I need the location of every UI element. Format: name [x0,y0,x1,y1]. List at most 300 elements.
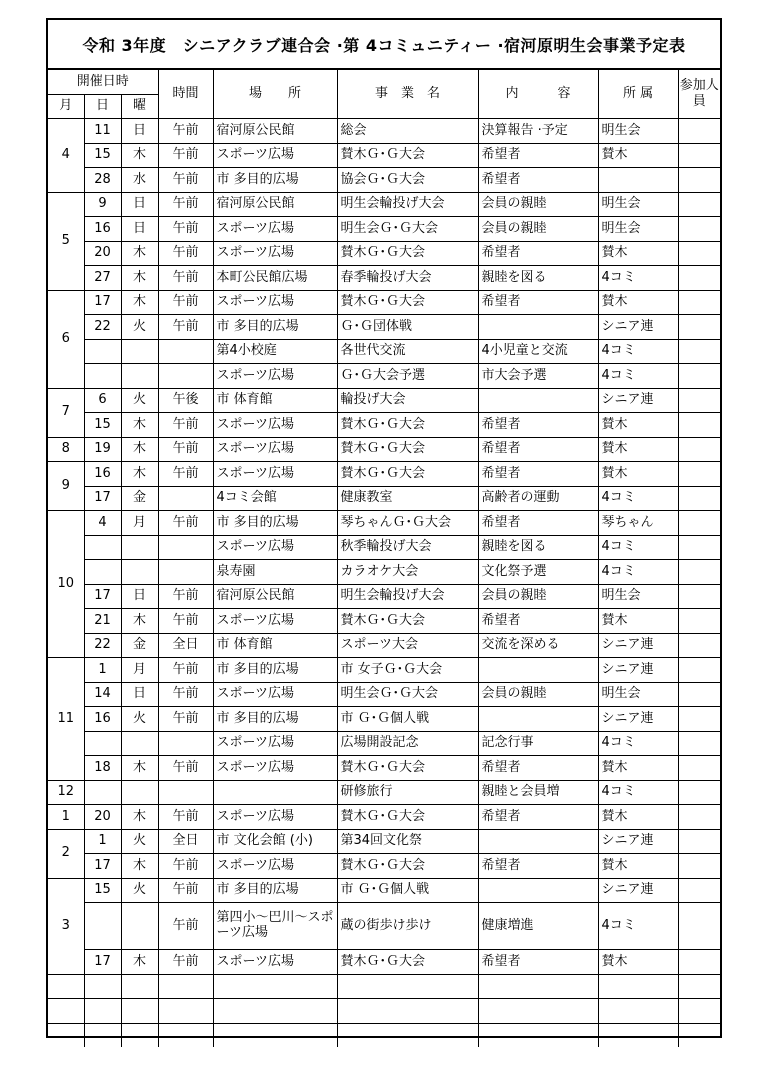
place-cell: 市 多目的広場 [213,878,337,903]
affiliation-cell: 賛木 [598,756,678,781]
affiliation-cell: シニア連 [598,878,678,903]
place-cell: スポーツ広場 [213,805,337,830]
event-cell: 市 Ｇ･Ｇ個人戦 [337,707,478,732]
schedule-body [48,70,720,1047]
day-cell [84,780,121,805]
day-cell: 16 [84,462,121,487]
participants-cell [678,437,720,462]
content-cell [478,388,598,413]
affiliation-cell: シニア連 [598,315,678,340]
participants-cell [678,364,720,389]
event-cell: 明生会輪投げ大会 [337,192,478,217]
day-cell [84,560,121,585]
content-cell: 4小児童と交流 [478,339,598,364]
time-cell: 午前 [158,143,213,168]
event-cell: 研修旅行 [337,780,478,805]
place-cell: スポーツ広場 [213,854,337,879]
affiliation-cell: シニア連 [598,707,678,732]
empty-cell [598,1023,678,1047]
time-cell: 午前 [158,950,213,975]
empty-row [48,974,720,999]
content-cell: 会員の親睦 [478,584,598,609]
time-cell: 午前 [158,192,213,217]
table-row [48,217,720,242]
table-row [48,241,720,266]
day-cell: 27 [84,266,121,291]
participants-cell [678,731,720,756]
content-cell [478,829,598,854]
time-cell: 午前 [158,217,213,242]
event-cell: 賛木Ｇ･Ｇ大会 [337,437,478,462]
content-cell: 高齢者の運動 [478,486,598,511]
participants-cell [678,266,720,291]
weekday-cell: 火 [121,707,158,732]
header-day: 日 [84,94,121,119]
content-cell: 希望者 [478,609,598,634]
day-cell: 28 [84,168,121,193]
place-cell: スポーツ広場 [213,462,337,487]
header-time: 時間 [158,70,213,119]
weekday-cell: 木 [121,266,158,291]
place-cell: スポーツ広場 [213,241,337,266]
day-cell: 17 [84,950,121,975]
affiliation-cell: 4コミ [598,535,678,560]
content-cell: 希望者 [478,241,598,266]
weekday-cell: 金 [121,486,158,511]
month-cell: 2 [48,829,84,878]
table-row [48,388,720,413]
content-cell: 希望者 [478,462,598,487]
weekday-cell: 月 [121,511,158,536]
time-cell: 午前 [158,756,213,781]
place-cell: 市 多目的広場 [213,315,337,340]
time-cell [158,364,213,389]
participants-cell [678,119,720,144]
day-cell: 11 [84,119,121,144]
event-cell: 明生会Ｇ･Ｇ大会 [337,217,478,242]
place-cell: 市 多目的広場 [213,658,337,683]
time-cell: 午前 [158,437,213,462]
weekday-cell [121,780,158,805]
day-cell: 1 [84,658,121,683]
time-cell: 午前 [158,609,213,634]
time-cell [158,731,213,756]
table-row [48,633,720,658]
place-cell: スポーツ広場 [213,950,337,975]
weekday-cell: 月 [121,658,158,683]
weekday-cell: 木 [121,609,158,634]
affiliation-cell: 明生会 [598,192,678,217]
page-title: 令和 3年度 シニアクラブ連合会 ·第 4コミュニティー ·宿河原明生会事業予定表 [48,20,720,70]
empty-cell [213,974,337,999]
place-cell: 宿河原公民館 [213,192,337,217]
table-row [48,854,720,879]
weekday-cell: 木 [121,143,158,168]
participants-cell [678,315,720,340]
weekday-cell: 木 [121,805,158,830]
affiliation-cell: 明生会 [598,682,678,707]
time-cell: 午前 [158,241,213,266]
time-cell [158,560,213,585]
weekday-cell: 日 [121,584,158,609]
event-cell: 賛木Ｇ･Ｇ大会 [337,854,478,879]
place-cell: スポーツ広場 [213,609,337,634]
participants-cell [678,584,720,609]
weekday-cell: 木 [121,756,158,781]
time-cell [158,780,213,805]
time-cell [158,339,213,364]
affiliation-cell [598,168,678,193]
weekday-cell [121,731,158,756]
time-cell: 午前 [158,878,213,903]
day-cell [84,903,121,950]
day-cell: 17 [84,290,121,315]
weekday-cell: 金 [121,633,158,658]
table-row [48,903,720,950]
place-cell: 宿河原公民館 [213,584,337,609]
content-cell: 希望者 [478,413,598,438]
day-cell: 16 [84,217,121,242]
event-cell: 総会 [337,119,478,144]
table-row [48,143,720,168]
day-cell: 17 [84,486,121,511]
weekday-cell: 木 [121,437,158,462]
table-row [48,486,720,511]
day-cell: 15 [84,413,121,438]
table-row [48,290,720,315]
time-cell: 午前 [158,119,213,144]
content-cell [478,878,598,903]
affiliation-cell: シニア連 [598,633,678,658]
time-cell: 午前 [158,682,213,707]
empty-cell [337,974,478,999]
header-content: 内 容 [478,70,598,119]
event-cell: 賛木Ｇ･Ｇ大会 [337,805,478,830]
empty-cell [158,999,213,1024]
participants-cell [678,192,720,217]
content-cell: 希望者 [478,854,598,879]
empty-cell [598,999,678,1024]
table-row [48,339,720,364]
weekday-cell: 木 [121,290,158,315]
empty-cell [48,1023,84,1047]
participants-cell [678,854,720,879]
event-cell: 輪投げ大会 [337,388,478,413]
content-cell: 希望者 [478,143,598,168]
table-row [48,682,720,707]
event-cell: 賛木Ｇ･Ｇ大会 [337,413,478,438]
place-cell: 市 文化会館 (小) [213,829,337,854]
content-cell: 健康増進 [478,903,598,950]
participants-cell [678,168,720,193]
header-place: 場 所 [213,70,337,119]
time-cell: 午前 [158,168,213,193]
participants-cell [678,756,720,781]
day-cell: 20 [84,805,121,830]
time-cell: 午前 [158,290,213,315]
table-row [48,437,720,462]
content-cell: 希望者 [478,168,598,193]
table-row [48,315,720,340]
table-row [48,780,720,805]
event-cell: 蔵の街歩け歩け [337,903,478,950]
place-cell: スポーツ広場 [213,682,337,707]
header-month: 月 [48,94,84,119]
table-row [48,119,720,144]
weekday-cell [121,560,158,585]
time-cell: 午後 [158,388,213,413]
month-cell: 6 [48,290,84,388]
content-cell [478,707,598,732]
day-cell: 18 [84,756,121,781]
place-cell: 市 多目的広場 [213,707,337,732]
affiliation-cell: 琴ちゃん [598,511,678,536]
event-cell: Ｇ･Ｇ団体戦 [337,315,478,340]
table-row [48,805,720,830]
content-cell [478,315,598,340]
content-cell: 親睦と会員増 [478,780,598,805]
participants-cell [678,829,720,854]
empty-cell [478,999,598,1024]
empty-cell [678,1023,720,1047]
table-row [48,609,720,634]
participants-cell [678,682,720,707]
affiliation-cell: 4コミ [598,780,678,805]
event-cell: Ｇ･Ｇ大会予選 [337,364,478,389]
participants-cell [678,805,720,830]
participants-cell [678,413,720,438]
place-cell: スポーツ広場 [213,364,337,389]
affiliation-cell: 4コミ [598,266,678,291]
header-event: 事 業 名 [337,70,478,119]
empty-cell [213,999,337,1024]
empty-cell [337,999,478,1024]
weekday-cell [121,339,158,364]
event-cell: 各世代交流 [337,339,478,364]
place-cell: スポーツ広場 [213,143,337,168]
table-row [48,462,720,487]
empty-cell [158,1023,213,1047]
participants-cell [678,950,720,975]
schedule-table [48,70,720,1047]
time-cell: 全日 [158,633,213,658]
time-cell [158,486,213,511]
affiliation-cell: 4コミ [598,731,678,756]
affiliation-cell: 賛木 [598,241,678,266]
weekday-cell: 水 [121,168,158,193]
affiliation-cell: シニア連 [598,658,678,683]
month-cell: 5 [48,192,84,290]
place-cell: 泉寿園 [213,560,337,585]
day-cell: 9 [84,192,121,217]
place-cell: スポーツ広場 [213,437,337,462]
participants-cell [678,780,720,805]
participants-cell [678,241,720,266]
content-cell: 親睦を図る [478,535,598,560]
weekday-cell: 木 [121,462,158,487]
header-participants: 参加人員 [678,70,720,119]
table-row [48,535,720,560]
time-cell: 午前 [158,805,213,830]
affiliation-cell: 4コミ [598,339,678,364]
empty-cell [84,974,121,999]
time-cell: 午前 [158,658,213,683]
content-cell: 文化祭予選 [478,560,598,585]
affiliation-cell: 賛木 [598,462,678,487]
event-cell: 賛木Ｇ･Ｇ大会 [337,950,478,975]
time-cell: 午前 [158,511,213,536]
weekday-cell: 木 [121,413,158,438]
empty-row [48,999,720,1024]
time-cell: 午前 [158,903,213,950]
weekday-cell: 日 [121,217,158,242]
month-cell: 7 [48,388,84,437]
event-cell: 賛木Ｇ･Ｇ大会 [337,143,478,168]
content-cell: 希望者 [478,511,598,536]
empty-cell [337,1023,478,1047]
empty-cell [478,974,598,999]
empty-cell [121,999,158,1024]
table-row [48,584,720,609]
schedule-sheet [46,18,722,1038]
participants-cell [678,486,720,511]
affiliation-cell: 明生会 [598,584,678,609]
table-row [48,560,720,585]
day-cell: 1 [84,829,121,854]
content-cell: 希望者 [478,950,598,975]
participants-cell [678,388,720,413]
affiliation-cell: 4コミ [598,364,678,389]
content-cell [478,658,598,683]
place-cell: 4コミ会館 [213,486,337,511]
affiliation-cell: シニア連 [598,388,678,413]
weekday-cell: 日 [121,192,158,217]
event-cell: 賛木Ｇ･Ｇ大会 [337,462,478,487]
affiliation-cell: 明生会 [598,119,678,144]
month-cell: 3 [48,878,84,974]
affiliation-cell: 賛木 [598,290,678,315]
place-cell: 市 多目的広場 [213,168,337,193]
participants-cell [678,290,720,315]
month-cell: 11 [48,658,84,781]
content-cell: 会員の親睦 [478,682,598,707]
day-cell: 6 [84,388,121,413]
table-row [48,364,720,389]
time-cell: 午前 [158,266,213,291]
affiliation-cell: 4コミ [598,560,678,585]
day-cell [84,339,121,364]
participants-cell [678,462,720,487]
day-cell: 17 [84,584,121,609]
place-cell: 第4小校庭 [213,339,337,364]
weekday-cell: 火 [121,315,158,340]
content-cell: 親睦を図る [478,266,598,291]
content-cell: 決算報告 ·予定 [478,119,598,144]
event-cell: 琴ちゃんＧ･Ｇ大会 [337,511,478,536]
participants-cell [678,633,720,658]
event-cell: 協会Ｇ･Ｇ大会 [337,168,478,193]
table-row [48,658,720,683]
event-cell: 健康教室 [337,486,478,511]
event-cell: 賛木Ｇ･Ｇ大会 [337,756,478,781]
weekday-cell [121,903,158,950]
affiliation-cell: 4コミ [598,903,678,950]
table-row [48,413,720,438]
content-cell: 希望者 [478,437,598,462]
content-cell: 交流を深める [478,633,598,658]
event-cell: 賛木Ｇ･Ｇ大会 [337,290,478,315]
participants-cell [678,658,720,683]
place-cell: 市 多目的広場 [213,511,337,536]
day-cell: 15 [84,143,121,168]
participants-cell [678,217,720,242]
place-cell: 市 体育館 [213,388,337,413]
empty-cell [678,999,720,1024]
weekday-cell [121,535,158,560]
weekday-cell: 日 [121,119,158,144]
table-row [48,168,720,193]
participants-cell [678,560,720,585]
place-cell: スポーツ広場 [213,217,337,242]
place-cell: 市 体育館 [213,633,337,658]
empty-cell [213,1023,337,1047]
event-cell: 賛木Ｇ･Ｇ大会 [337,609,478,634]
day-cell: 20 [84,241,121,266]
event-cell: 市 Ｇ･Ｇ個人戦 [337,878,478,903]
day-cell: 19 [84,437,121,462]
day-cell: 16 [84,707,121,732]
place-cell: 本町公民館広場 [213,266,337,291]
day-cell: 22 [84,315,121,340]
time-cell: 午前 [158,413,213,438]
content-cell: 会員の親睦 [478,192,598,217]
event-cell: カラオケ大会 [337,560,478,585]
month-cell: 1 [48,805,84,830]
month-cell: 4 [48,119,84,193]
content-cell: 希望者 [478,805,598,830]
empty-cell [48,999,84,1024]
content-cell: 希望者 [478,756,598,781]
month-cell: 8 [48,437,84,462]
empty-cell [158,974,213,999]
event-cell: 秋季輪投げ大会 [337,535,478,560]
event-cell: 明生会輪投げ大会 [337,584,478,609]
participants-cell [678,609,720,634]
time-cell: 午前 [158,584,213,609]
table-row [48,950,720,975]
participants-cell [678,511,720,536]
time-cell: 午前 [158,707,213,732]
table-row [48,878,720,903]
event-cell: 広場開設記念 [337,731,478,756]
event-cell: 第34回文化祭 [337,829,478,854]
weekday-cell [121,364,158,389]
empty-cell [678,974,720,999]
content-cell: 市大会予選 [478,364,598,389]
affiliation-cell: 賛木 [598,854,678,879]
time-cell: 全日 [158,829,213,854]
empty-cell [121,1023,158,1047]
weekday-cell: 木 [121,950,158,975]
header-weekday: 曜 [121,94,158,119]
place-cell: 宿河原公民館 [213,119,337,144]
participants-cell [678,878,720,903]
content-cell: 会員の親睦 [478,217,598,242]
empty-cell [48,974,84,999]
day-cell [84,731,121,756]
place-cell: スポーツ広場 [213,535,337,560]
place-cell: スポーツ広場 [213,731,337,756]
